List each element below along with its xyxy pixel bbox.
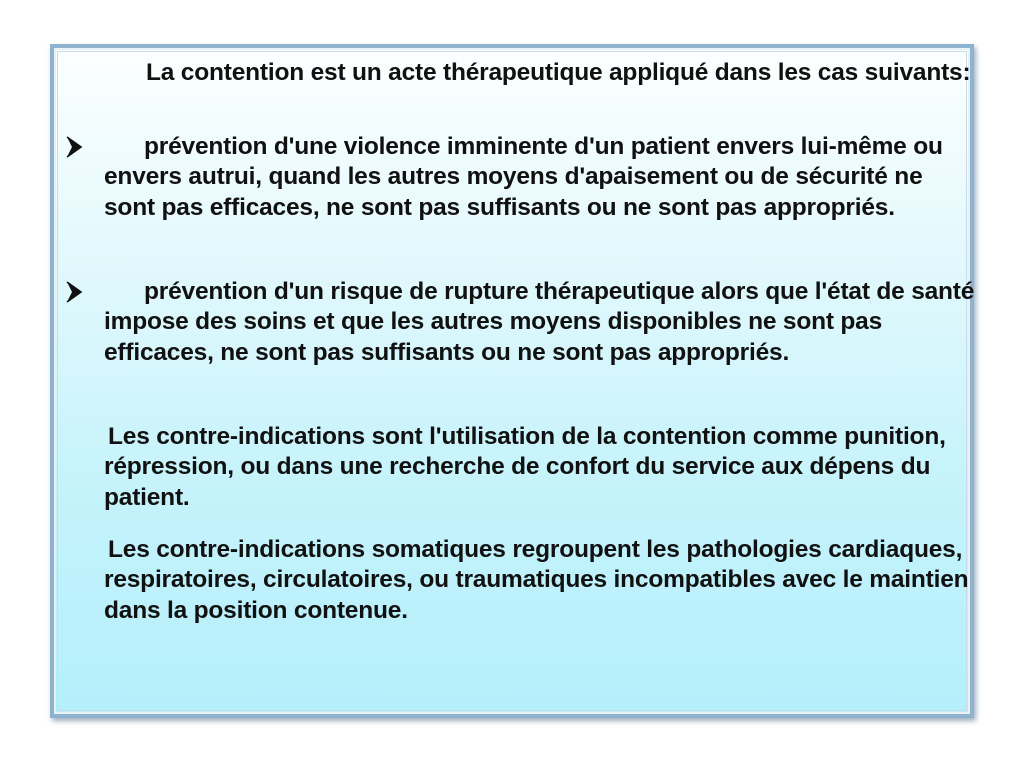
bullet-item-rupture (104, 277, 976, 368)
paragraph-text: La contention est un acte thérapeutique appliqué dans les cas suivants: (146, 59, 971, 86)
arrowhead-bullet-icon (64, 280, 84, 304)
paragraph-text: Les contre-indications somatiques regroupent les pathologies cardiaques, respiratoires, circulatoires, ou traumatiques incompatibles avec le maintien dans la position contenue. (104, 536, 969, 624)
paragraph-intro (104, 58, 976, 88)
paragraph-text: prévention d'une violence imminente d'un patient envers lui-même ou envers autrui, quand les autres moyens d'apaisement ou de sécurité ne sont pas efficaces, ne sont pas suffisants ou ne sont pas appropriés. (104, 133, 943, 221)
slide-text (54, 48, 978, 722)
paragraph-text: Les contre-indications sont l'utilisation de la contention comme punition, répression, ou dans une recherche de confort du service aux dépens du patient. (104, 423, 946, 511)
paragraph-somatic-contraindications (104, 535, 976, 626)
bullet-item-violence (104, 132, 976, 223)
paragraph-contraindications (104, 422, 976, 513)
arrowhead-bullet-icon (64, 135, 84, 159)
content-box (50, 44, 974, 718)
paragraph-text: prévention d'un risque de rupture thérapeutique alors que l'état de santé impose des soins et que les autres moyens disponibles ne sont pas efficaces, ne sont pas suffisants ou ne sont pas appropriés. (104, 278, 975, 366)
